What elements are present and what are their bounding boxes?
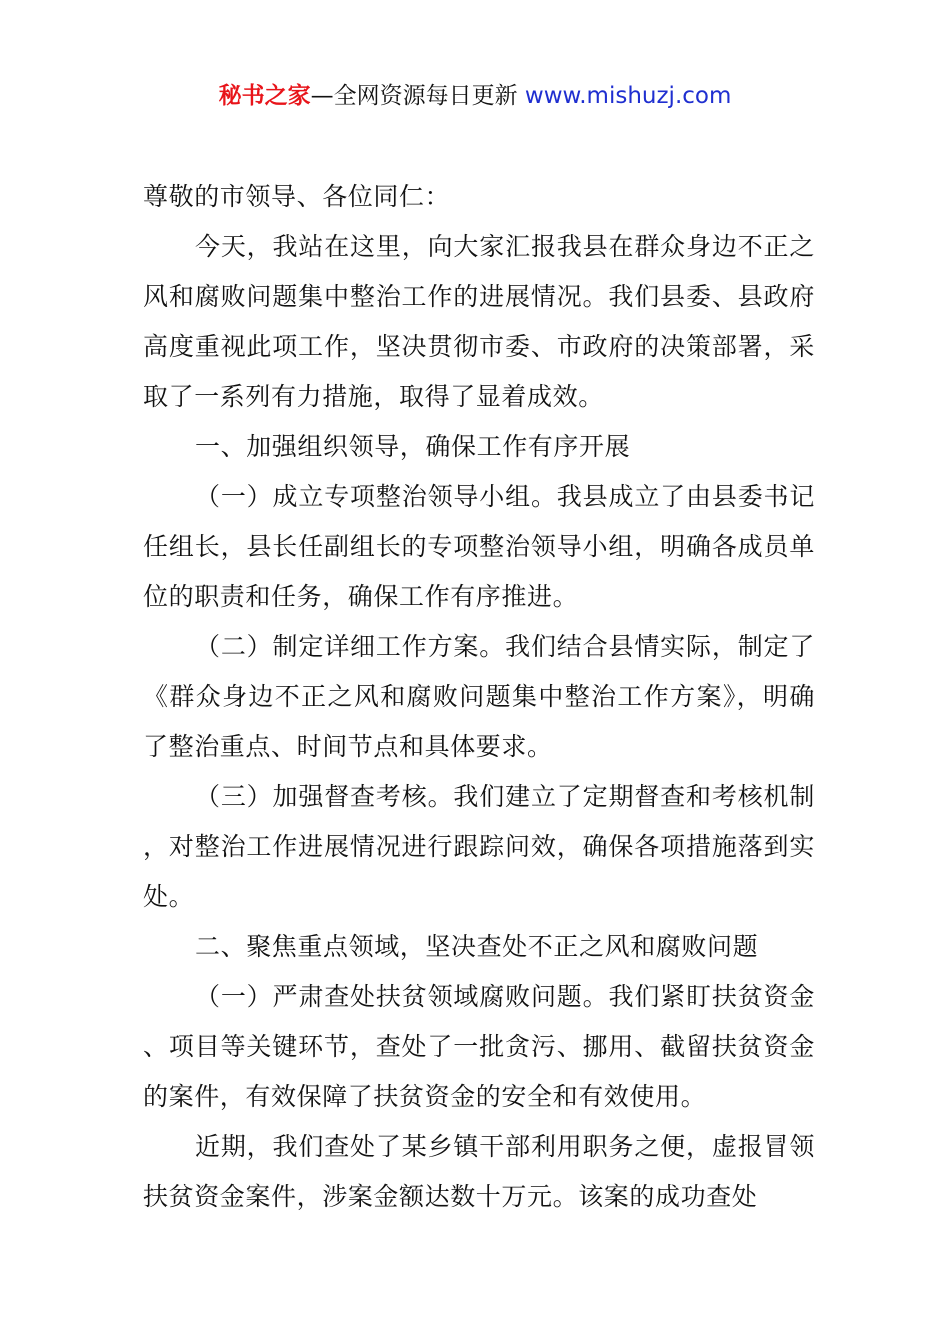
paragraph-2-1: （一）严肃查处扶贫领域腐败问题。我们紧盯扶贫资金、项目等关键环节，查处了一批贪污、挪用、截留扶贫资金的案件，有效保障了扶贫资金的安全和有效使用。: [143, 982, 815, 1111]
paragraph-1-2: （二）制定详细工作方案。我们结合县情实际，制定了《群众身边不正之风和腐败问题集中整治工作方案》，明确了整治重点、时间节点和具体要求。: [143, 632, 815, 761]
site-tagline: —全网资源每日更新: [310, 83, 525, 109]
paragraph-intro: 今天，我站在这里，向大家汇报我县在群众身边不正之风和腐败问题集中整治工作的进展情况。我们县委、县政府高度重视此项工作，坚决贯彻市委、市政府的决策部署，采取了一系列有力措施，取得了显着成效。: [143, 232, 815, 411]
site-brand: 秘书之家: [218, 83, 311, 109]
salutation: 尊敬的市领导、各位同仁：: [143, 182, 451, 211]
site-url[interactable]: www.mishuzj.com: [524, 83, 732, 109]
document-body: [143, 172, 815, 1222]
site-header: [0, 80, 950, 112]
paragraph-1-3: （三）加强督查考核。我们建立了定期督查和考核机制，对整治工作进展情况进行跟踪问效，确保各项措施落到实处。: [143, 782, 815, 911]
section-heading-2: 二、聚焦重点领域，坚决查处不正之风和腐败问题: [195, 932, 759, 961]
paragraph-1-1: （一）成立专项整治领导小组。我县成立了由县委书记任组长，县长任副组长的专项整治领导小组，明确各成员单位的职责和任务，确保工作有序推进。: [143, 482, 815, 611]
section-heading-1: 一、加强组织领导，确保工作有序开展: [195, 432, 631, 461]
paragraph-case: 近期，我们查处了某乡镇干部利用职务之便，虚报冒领扶贫资金案件，涉案金额达数十万元。该案的成功查处: [143, 1132, 815, 1211]
